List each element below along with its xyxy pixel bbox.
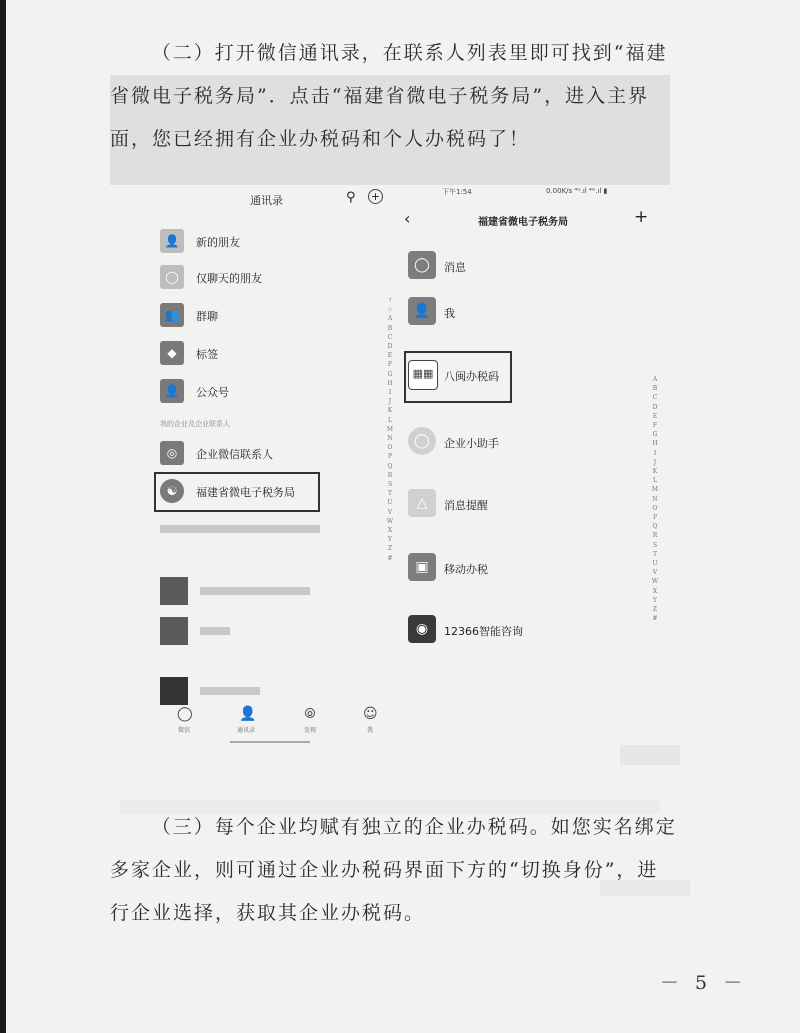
- contacts-title: 通讯录: [250, 194, 283, 207]
- menu-row-mobile-tax[interactable]: [408, 553, 608, 585]
- contact-row-label: 新的朋友: [196, 236, 240, 249]
- index-letter[interactable]: ↑: [387, 297, 393, 304]
- index-letter[interactable]: P: [652, 514, 658, 522]
- paragraph-line: 面，您已经拥有企业办税码和个人办税码了！: [110, 128, 531, 150]
- contacts-icon: 👤: [239, 706, 257, 722]
- index-letter[interactable]: L: [388, 416, 392, 424]
- index-letter[interactable]: V: [652, 569, 658, 577]
- status-time: 下午1:54: [442, 188, 472, 196]
- chat-only-icon: ◯: [160, 265, 184, 289]
- index-letter[interactable]: U: [387, 499, 393, 507]
- contacts-header: [150, 185, 390, 215]
- tax-bureau-screenshot: [398, 183, 658, 653]
- enterprise-contacts-icon: ◎: [160, 441, 184, 465]
- tab-label: 通讯录: [236, 727, 255, 734]
- index-letter[interactable]: X: [387, 527, 393, 535]
- index-letter[interactable]: ☆: [387, 306, 393, 314]
- contact-row-enterprise[interactable]: [160, 439, 380, 469]
- index-letter[interactable]: Y: [653, 596, 657, 604]
- index-letter[interactable]: S: [387, 481, 393, 489]
- index-letter[interactable]: M: [386, 425, 394, 433]
- bottom-tab-bar: [150, 707, 390, 745]
- contact-avatar[interactable]: [160, 617, 188, 645]
- alphabet-index-right[interactable]: [651, 375, 659, 623]
- menu-row-12366[interactable]: [408, 615, 608, 647]
- menu-row-assistant[interactable]: [408, 427, 608, 459]
- index-letter[interactable]: Z: [387, 545, 393, 553]
- contact-row-label: 公众号: [196, 386, 229, 399]
- tab-label: 微信: [177, 727, 190, 734]
- index-letter[interactable]: D: [652, 403, 658, 411]
- contact-avatar[interactable]: [160, 577, 188, 605]
- index-letter[interactable]: O: [652, 504, 658, 512]
- contact-row-chat-only[interactable]: [160, 263, 380, 293]
- index-letter[interactable]: K: [387, 407, 393, 415]
- person-icon: 👤: [408, 297, 436, 325]
- plus-icon[interactable]: +: [634, 207, 649, 227]
- robot-icon: ◉: [408, 615, 436, 643]
- index-letter[interactable]: X: [652, 587, 658, 595]
- contact-row-label: 企业微信联系人: [196, 448, 273, 461]
- contact-row-official-accounts[interactable]: [160, 377, 380, 407]
- index-letter[interactable]: Z: [652, 606, 658, 614]
- contact-row-tags[interactable]: [160, 339, 380, 369]
- tag-icon: ◆: [160, 341, 184, 365]
- index-letter[interactable]: V: [387, 508, 393, 516]
- menu-row-label: 12366智能咨询: [444, 625, 523, 638]
- bell-icon: △: [408, 489, 436, 517]
- person-icon: ☺: [363, 706, 378, 722]
- mobile-tax-icon: ▣: [408, 553, 436, 581]
- compass-icon: ⦾: [304, 706, 316, 722]
- index-letter[interactable]: E: [652, 412, 658, 420]
- index-letter[interactable]: G: [387, 370, 393, 378]
- index-letter[interactable]: W: [386, 517, 394, 525]
- index-letter[interactable]: Q: [387, 462, 393, 470]
- qr-code-icon: ▦▦: [408, 360, 438, 390]
- contact-avatar[interactable]: [160, 677, 188, 705]
- blurred-text: [200, 627, 230, 635]
- index-letter[interactable]: A: [387, 315, 393, 323]
- menu-row-me[interactable]: [408, 297, 608, 329]
- tab-label: 发现: [303, 727, 316, 734]
- tab-me[interactable]: [350, 707, 390, 734]
- index-letter[interactable]: H: [387, 379, 393, 387]
- index-letter[interactable]: C: [652, 394, 658, 402]
- menu-row-label: 消息: [444, 261, 466, 274]
- index-letter[interactable]: T: [387, 490, 392, 498]
- index-letter[interactable]: #: [652, 615, 658, 623]
- contact-row-new-friends[interactable]: [160, 227, 380, 257]
- tab-chats[interactable]: [164, 707, 204, 734]
- index-letter[interactable]: K: [652, 468, 658, 476]
- index-letter[interactable]: T: [652, 550, 657, 558]
- menu-row-label: 我: [444, 307, 455, 320]
- official-account-icon: 👤: [160, 379, 184, 403]
- index-letter[interactable]: P: [387, 453, 393, 461]
- index-letter[interactable]: F: [652, 422, 658, 430]
- index-letter[interactable]: H: [652, 440, 658, 448]
- index-letter[interactable]: #: [387, 554, 393, 562]
- wechat-contacts-screenshot: [150, 185, 390, 745]
- index-letter[interactable]: R: [652, 532, 658, 540]
- index-letter[interactable]: Y: [388, 536, 392, 544]
- contact-row-fujian-tax[interactable]: [160, 477, 380, 507]
- contact-row-label: 仅聊天的朋友: [196, 272, 262, 285]
- page-number: － 5 －: [660, 972, 748, 994]
- chat-bubble-icon: ◯: [177, 706, 193, 722]
- search-icon[interactable]: ⚲: [346, 190, 356, 205]
- index-letter[interactable]: U: [652, 560, 658, 568]
- paragraph-line: 多家企业，则可通过企业办税码界面下方的“切换身份”，进: [110, 859, 659, 881]
- paragraph-3: [110, 806, 715, 935]
- tab-indicator: [230, 741, 310, 743]
- menu-row-label: 消息提醒: [444, 499, 488, 512]
- index-letter[interactable]: M: [651, 486, 659, 494]
- status-indicators: 0.00K/s ⁴ᴳ.ıl ⁴ᴳ.ıl ▮: [546, 187, 608, 195]
- group-chat-icon: 👥: [160, 303, 184, 327]
- blurred-text: [200, 587, 310, 595]
- menu-row-label: 八闽办税码: [444, 370, 499, 383]
- tab-discover[interactable]: [290, 707, 330, 734]
- menu-row-reminders[interactable]: [408, 489, 608, 521]
- tab-label: 我: [366, 727, 373, 734]
- section-label: 我的企业及企业联系人: [160, 420, 230, 428]
- new-friends-icon: 👤: [160, 229, 184, 253]
- index-letter[interactable]: R: [387, 471, 393, 479]
- menu-row-tax-code[interactable]: [408, 360, 608, 392]
- index-letter[interactable]: A: [652, 376, 658, 383]
- alphabet-index-left[interactable]: [386, 296, 394, 563]
- paragraph-line: （三）每个企业均赋有独立的企业办税码。如您实名绑定: [151, 816, 677, 838]
- contact-row-group-chats[interactable]: [160, 301, 380, 331]
- index-letter[interactable]: N: [652, 495, 658, 503]
- index-letter[interactable]: I: [388, 389, 392, 397]
- menu-row-label: 企业小助手: [444, 437, 499, 450]
- menu-row-messages[interactable]: [408, 251, 608, 283]
- index-letter[interactable]: N: [387, 435, 393, 443]
- index-letter[interactable]: D: [387, 343, 393, 351]
- assistant-icon: ◯: [408, 427, 436, 455]
- scan-edge: [0, 0, 6, 1033]
- index-letter[interactable]: O: [387, 444, 393, 452]
- bleed-through: [620, 745, 680, 765]
- back-icon[interactable]: ‹: [404, 209, 411, 228]
- chat-title: 福建省微电子税务局: [478, 217, 568, 228]
- tax-bureau-avatar: ☯: [160, 479, 184, 503]
- index-letter[interactable]: I: [653, 449, 657, 457]
- index-letter[interactable]: G: [652, 431, 658, 439]
- menu-row-label: 移动办税: [444, 563, 488, 576]
- paragraph-line: 行企业选择，获取其企业办税码。: [110, 902, 426, 924]
- contact-row-label: 标签: [196, 348, 218, 361]
- index-letter[interactable]: J: [388, 398, 392, 406]
- blurred-text: [160, 525, 320, 533]
- add-icon[interactable]: +: [368, 189, 383, 204]
- contact-row-label: 福建省微电子税务局: [196, 486, 295, 499]
- paragraph-2: [110, 32, 715, 161]
- index-letter[interactable]: B: [652, 385, 658, 393]
- index-letter[interactable]: B: [387, 324, 393, 332]
- index-letter[interactable]: J: [653, 458, 657, 466]
- index-letter[interactable]: C: [387, 333, 393, 341]
- contact-row-label: 群聊: [196, 310, 218, 323]
- index-letter[interactable]: F: [387, 361, 393, 369]
- paragraph-line: （二）打开微信通讯录，在联系人列表里即可找到“福建: [151, 42, 668, 64]
- blurred-text: [200, 687, 260, 695]
- index-letter[interactable]: L: [653, 477, 657, 485]
- paragraph-line: 省微电子税务局”．点击“福建省微电子税务局”，进入主界: [110, 85, 650, 107]
- index-letter[interactable]: W: [651, 578, 659, 586]
- index-letter[interactable]: S: [652, 541, 658, 549]
- message-icon: ◯: [408, 251, 436, 279]
- tab-contacts[interactable]: [226, 707, 266, 734]
- index-letter[interactable]: E: [387, 352, 393, 360]
- index-letter[interactable]: Q: [652, 523, 658, 531]
